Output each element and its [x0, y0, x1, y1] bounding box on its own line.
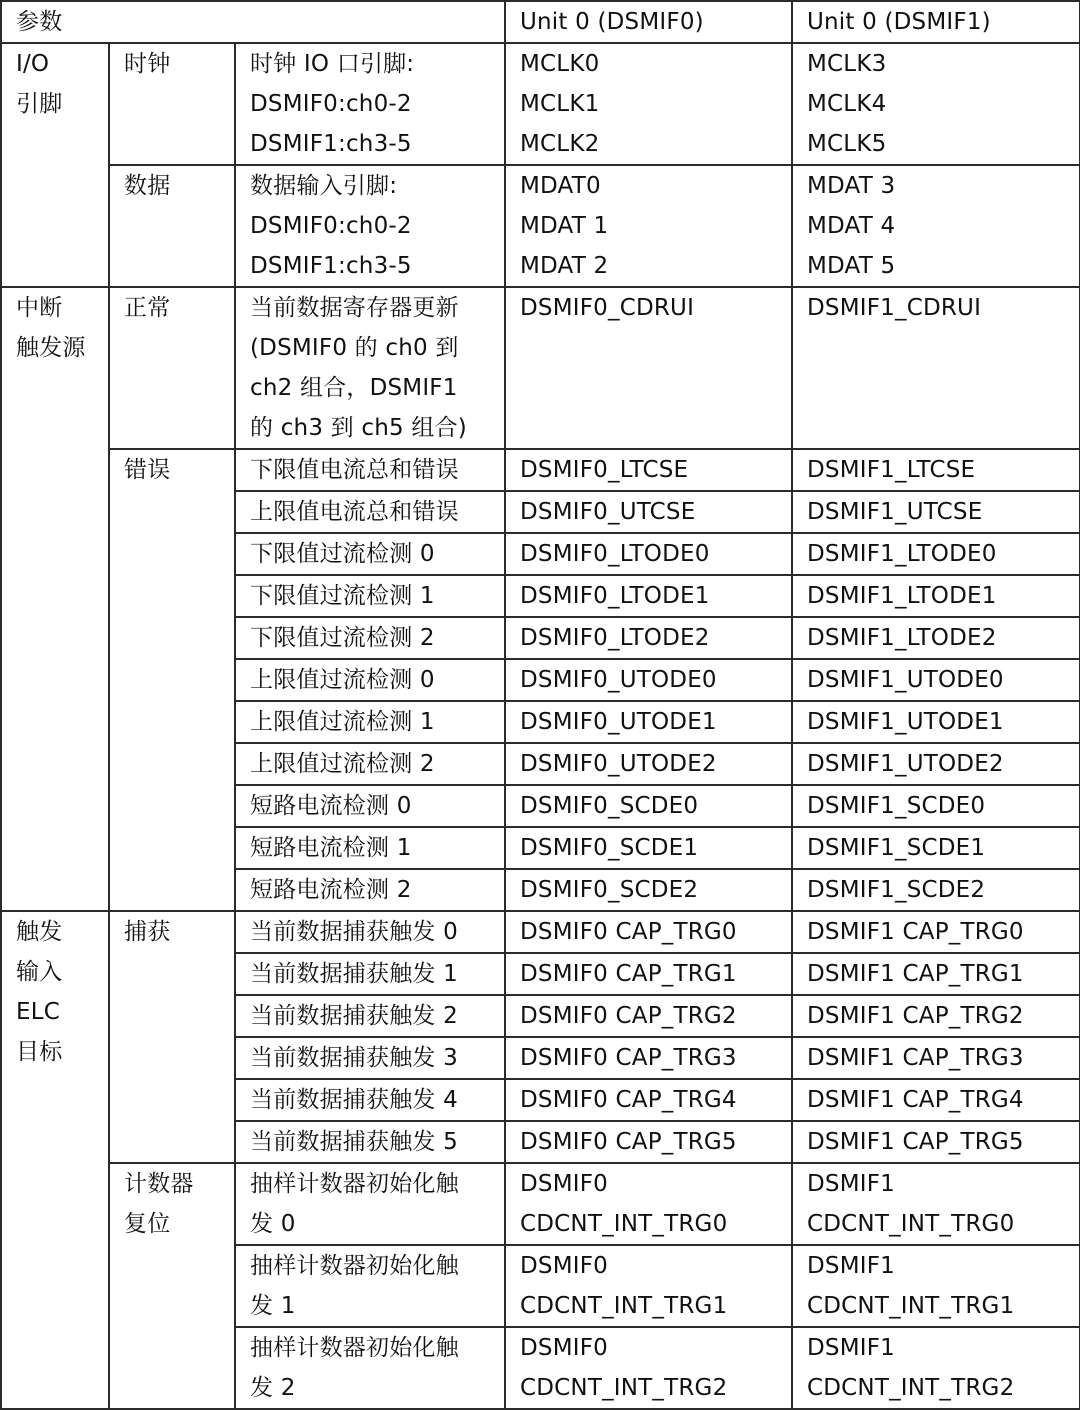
sub-error: 错误 — [109, 449, 235, 911]
error-dsmif1: DSMIF1_UTODE1 — [792, 701, 1080, 743]
error-dsmif0: DSMIF0_UTODE2 — [505, 743, 792, 785]
error-dsmif0: DSMIF0_LTCSE — [505, 449, 792, 491]
counter-reset-desc — [235, 1245, 505, 1327]
io-data-row — [1, 165, 1080, 287]
desc-line: 抽样计数器初始化触 — [250, 1335, 459, 1361]
dsmif1-clock-pins — [792, 43, 1080, 165]
sub-counter-reset — [109, 1163, 235, 1409]
error-desc: 短路电流检测 0 — [235, 785, 505, 827]
error-row — [1, 449, 1080, 491]
pin-value: MDAT0 — [520, 173, 601, 199]
desc-line: DSMIF1:ch3-5 — [250, 131, 412, 157]
signal-line: DSMIF1 — [807, 1253, 896, 1279]
category-line: 输入 — [16, 959, 63, 985]
capture-row — [1, 911, 1080, 953]
io-clock-row — [1, 43, 1080, 165]
pin-value: MCLK1 — [520, 91, 600, 117]
desc-line: 的 ch3 到 ch5 组合) — [250, 415, 467, 441]
category-line: 触发 — [16, 919, 63, 945]
counter-reset-dsmif0 — [505, 1327, 792, 1409]
header-unit0-dsmif1: Unit 0 (DSMIF1) — [792, 1, 1080, 43]
sub-normal: 正常 — [109, 287, 235, 449]
counter-reset-dsmif0 — [505, 1163, 792, 1245]
desc-line: 当前数据寄存器更新 — [250, 295, 459, 321]
desc-line: 抽样计数器初始化触 — [250, 1253, 459, 1279]
error-desc: 上限值过流检测 2 — [235, 743, 505, 785]
signal-line: CDCNT_INT_TRG0 — [520, 1211, 728, 1237]
dsmif1-data-pins — [792, 165, 1080, 287]
error-dsmif1: DSMIF1_LTODE2 — [792, 617, 1080, 659]
pin-value: MDAT 5 — [807, 253, 896, 279]
counter-reset-row — [1, 1163, 1080, 1245]
error-dsmif1: DSMIF1_SCDE0 — [792, 785, 1080, 827]
sub-data: 数据 — [109, 165, 235, 287]
capture-dsmif1: DSMIF1 CAP_TRG1 — [792, 953, 1080, 995]
sub-capture: 捕获 — [109, 911, 235, 1163]
pin-value: MCLK4 — [807, 91, 887, 117]
desc-line: DSMIF0:ch0-2 — [250, 91, 412, 117]
error-dsmif0: DSMIF0_UTODE0 — [505, 659, 792, 701]
error-dsmif1: DSMIF1_SCDE2 — [792, 869, 1080, 911]
pin-value: MCLK0 — [520, 51, 600, 77]
desc-line: 发 2 — [250, 1375, 296, 1401]
signal-line: DSMIF1 — [807, 1335, 896, 1361]
error-desc: 下限值电流总和错误 — [235, 449, 505, 491]
desc-line: 时钟 IO 口引脚: — [250, 51, 415, 77]
capture-dsmif1: DSMIF1 CAP_TRG3 — [792, 1037, 1080, 1079]
capture-desc: 当前数据捕获触发 3 — [235, 1037, 505, 1079]
error-dsmif0: DSMIF0_SCDE2 — [505, 869, 792, 911]
error-dsmif0: DSMIF0_LTODE1 — [505, 575, 792, 617]
desc-line: DSMIF1:ch3-5 — [250, 253, 412, 279]
pin-value: MDAT 1 — [520, 213, 609, 239]
capture-dsmif1: DSMIF1 CAP_TRG0 — [792, 911, 1080, 953]
error-dsmif0: DSMIF0_SCDE0 — [505, 785, 792, 827]
pin-value: MCLK3 — [807, 51, 887, 77]
capture-dsmif1: DSMIF1 CAP_TRG5 — [792, 1121, 1080, 1163]
category-line: 目标 — [16, 1039, 63, 1065]
category-line: ELC — [16, 999, 61, 1025]
dsmif0-data-pins — [505, 165, 792, 287]
desc-line: 抽样计数器初始化触 — [250, 1171, 459, 1197]
interrupt-normal-row — [1, 287, 1080, 449]
error-desc: 短路电流检测 1 — [235, 827, 505, 869]
error-desc: 下限值过流检测 2 — [235, 617, 505, 659]
category-io-pins — [1, 43, 109, 287]
capture-desc: 当前数据捕获触发 4 — [235, 1079, 505, 1121]
signal-line: CDCNT_INT_TRG2 — [807, 1375, 1015, 1401]
desc-line: ch2 组合，DSMIF1 — [250, 375, 458, 401]
header-unit0-dsmif0: Unit 0 (DSMIF0) — [505, 1, 792, 43]
signal-line: CDCNT_INT_TRG0 — [807, 1211, 1015, 1237]
category-interrupt-source — [1, 287, 109, 911]
signal-line: DSMIF0 — [520, 1171, 609, 1197]
error-dsmif0: DSMIF0_LTODE0 — [505, 533, 792, 575]
signal-line: DSMIF1 — [807, 1171, 896, 1197]
error-dsmif1: DSMIF1_LTODE0 — [792, 533, 1080, 575]
error-dsmif0: DSMIF0_LTODE2 — [505, 617, 792, 659]
capture-dsmif0: DSMIF0 CAP_TRG5 — [505, 1121, 792, 1163]
category-line: 引脚 — [16, 91, 63, 117]
capture-desc: 当前数据捕获触发 2 — [235, 995, 505, 1037]
error-desc: 上限值电流总和错误 — [235, 491, 505, 533]
capture-desc: 当前数据捕获触发 5 — [235, 1121, 505, 1163]
desc-clock — [235, 43, 505, 165]
desc-line: 发 0 — [250, 1211, 296, 1237]
pin-value: MCLK2 — [520, 131, 600, 157]
header-param: 参数 — [1, 1, 505, 43]
error-desc: 上限值过流检测 1 — [235, 701, 505, 743]
error-dsmif0: DSMIF0_SCDE1 — [505, 827, 792, 869]
capture-dsmif0: DSMIF0 CAP_TRG4 — [505, 1079, 792, 1121]
pin-value: MCLK5 — [807, 131, 887, 157]
category-line: 中断 — [16, 295, 63, 321]
counter-reset-dsmif1 — [792, 1163, 1080, 1245]
dsmif0-clock-pins — [505, 43, 792, 165]
error-desc: 上限值过流检测 0 — [235, 659, 505, 701]
category-line: 触发源 — [16, 335, 86, 361]
category-line: I/O — [16, 51, 50, 77]
desc-line: 发 1 — [250, 1293, 296, 1319]
counter-reset-dsmif1 — [792, 1245, 1080, 1327]
pin-value: MDAT 2 — [520, 253, 609, 279]
counter-reset-desc — [235, 1327, 505, 1409]
error-dsmif1: DSMIF1_UTODE2 — [792, 743, 1080, 785]
capture-desc: 当前数据捕获触发 0 — [235, 911, 505, 953]
capture-dsmif1: DSMIF1 CAP_TRG2 — [792, 995, 1080, 1037]
desc-data — [235, 165, 505, 287]
error-dsmif1: DSMIF1_UTCSE — [792, 491, 1080, 533]
desc-line: 数据输入引脚: — [250, 173, 398, 199]
capture-dsmif0: DSMIF0 CAP_TRG0 — [505, 911, 792, 953]
sub-line: 计数器 — [124, 1171, 194, 1197]
dsmif0-normal-signal: DSMIF0_CDRUI — [505, 287, 792, 449]
error-desc: 下限值过流检测 0 — [235, 533, 505, 575]
dsmif1-normal-signal: DSMIF1_CDRUI — [792, 287, 1080, 449]
header-row — [1, 1, 1080, 43]
error-dsmif0: DSMIF0_UTODE1 — [505, 701, 792, 743]
sub-line: 复位 — [124, 1211, 171, 1237]
capture-dsmif0: DSMIF0 CAP_TRG2 — [505, 995, 792, 1037]
signal-line: CDCNT_INT_TRG2 — [520, 1375, 728, 1401]
desc-line: DSMIF0:ch0-2 — [250, 213, 412, 239]
signal-line: CDCNT_INT_TRG1 — [807, 1293, 1015, 1319]
category-elc-trigger — [1, 911, 109, 1409]
desc-line: (DSMIF0 的 ch0 到 — [250, 335, 459, 361]
capture-dsmif0: DSMIF0 CAP_TRG3 — [505, 1037, 792, 1079]
error-desc: 短路电流检测 2 — [235, 869, 505, 911]
error-desc: 下限值过流检测 1 — [235, 575, 505, 617]
error-dsmif0: DSMIF0_UTCSE — [505, 491, 792, 533]
desc-normal — [235, 287, 505, 449]
sub-clock: 时钟 — [109, 43, 235, 165]
signal-line: DSMIF0 — [520, 1253, 609, 1279]
capture-dsmif1: DSMIF1 CAP_TRG4 — [792, 1079, 1080, 1121]
counter-reset-desc — [235, 1163, 505, 1245]
capture-desc: 当前数据捕获触发 1 — [235, 953, 505, 995]
signal-line: DSMIF0 — [520, 1335, 609, 1361]
error-dsmif1: DSMIF1_SCDE1 — [792, 827, 1080, 869]
error-dsmif1: DSMIF1_LTODE1 — [792, 575, 1080, 617]
error-dsmif1: DSMIF1_UTODE0 — [792, 659, 1080, 701]
pin-value: MDAT 3 — [807, 173, 896, 199]
capture-dsmif0: DSMIF0 CAP_TRG1 — [505, 953, 792, 995]
error-dsmif1: DSMIF1_LTCSE — [792, 449, 1080, 491]
counter-reset-dsmif1 — [792, 1327, 1080, 1409]
pin-value: MDAT 4 — [807, 213, 896, 239]
counter-reset-dsmif0 — [505, 1245, 792, 1327]
signal-line: CDCNT_INT_TRG1 — [520, 1293, 728, 1319]
